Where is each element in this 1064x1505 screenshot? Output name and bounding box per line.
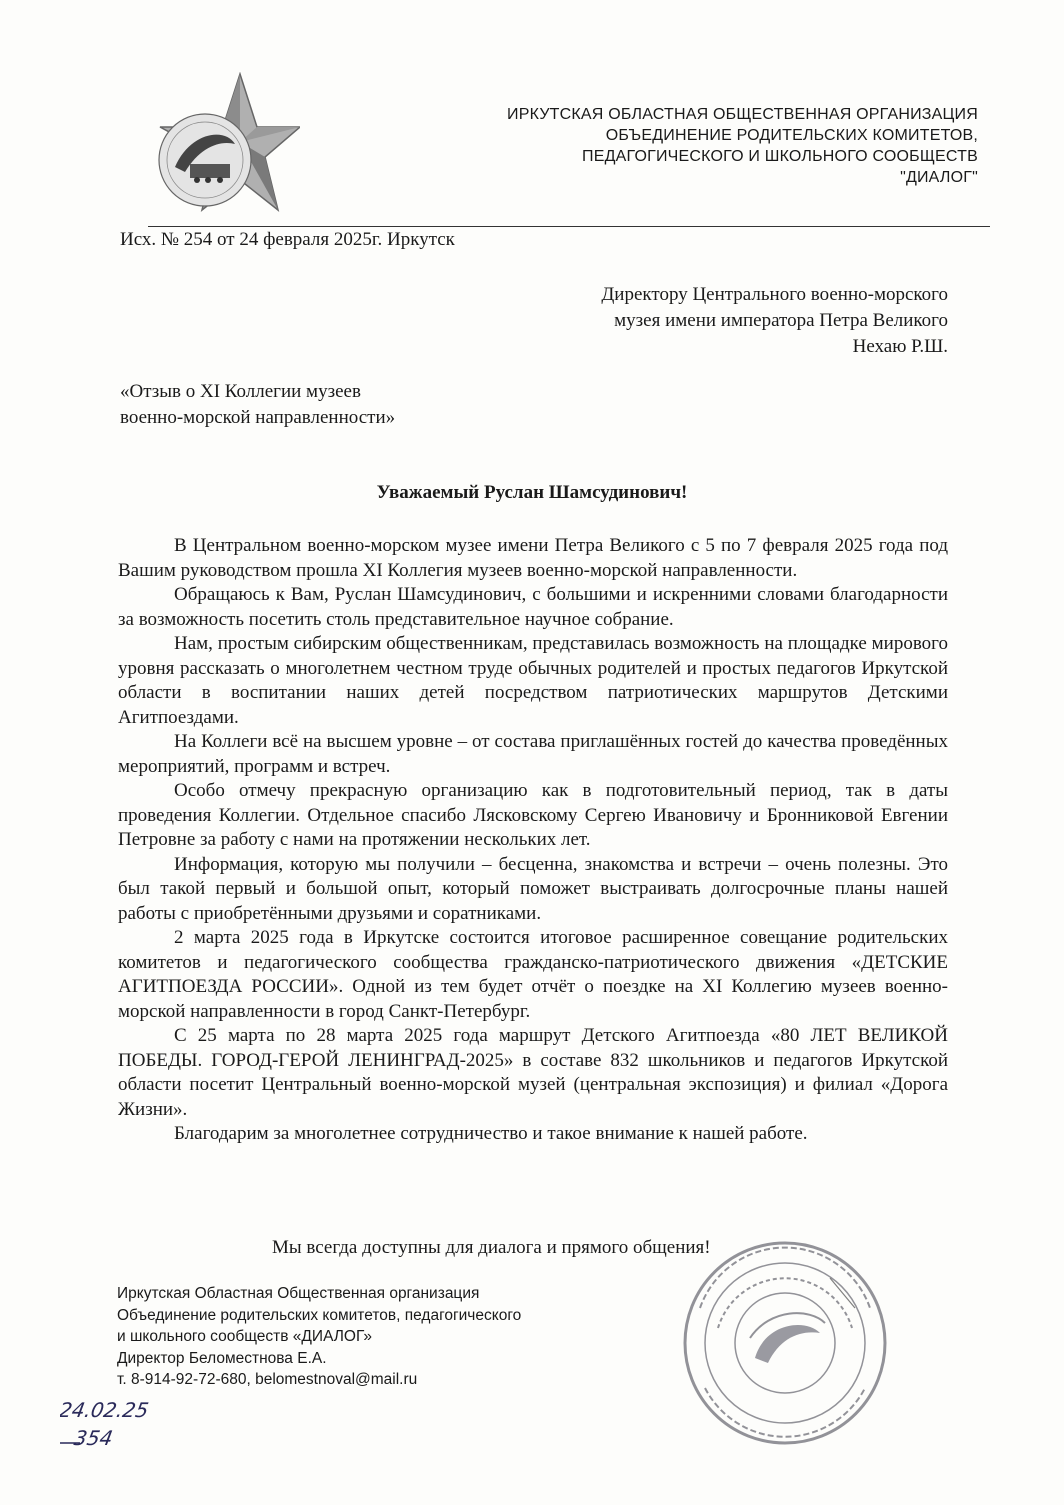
org-line: ПЕДАГОГИЧЕСКОГО И ШКОЛЬНОГО СООБЩЕСТВ (582, 148, 978, 165)
signature-line: Иркутская Областная Общественная организация (117, 1285, 480, 1302)
closing-line: Мы всегда доступны для диалога и прямого общения! (272, 1237, 711, 1258)
official-stamp (680, 1238, 890, 1448)
letter-subject (120, 379, 395, 431)
signature-contact: т. 8-914-92-72-680, belomestnoval@mail.ru (117, 1371, 418, 1388)
body-paragraph: 2 марта 2025 года в Иркутске состоится итоговое расширенное совещание родительских комитетов и педагогического сообщества гражданско-патриотического движения «ДЕТСКИЕ АГИТПОЕЗДА РОССИИ». Одной из тем будет отчёт о поездке на XI Коллегию музеев военно-морской направленности в город Санкт-Петербург. (118, 927, 948, 1022)
signature-block (117, 1283, 521, 1391)
handwritten-date: 24.02.25 (60, 1398, 151, 1422)
handwritten-number: 354 (72, 1426, 115, 1450)
signature-line: Директор Беломестнова Е.А. (117, 1349, 327, 1367)
body-paragraph: В Центральном военно-морском музее имени Петра Великого с 5 по 7 февраля 2025 года под Вашим руководством прошла XI Коллегия музеев военно-морской направленности. (118, 535, 948, 581)
addressee-line: Нехаю Р.Ш. (852, 336, 948, 357)
letter-body (118, 534, 948, 1147)
subject-line: военно-морской направленности» (120, 407, 396, 428)
outgoing-number: Исх. № 254 от 24 февраля 2025г. Иркутск (120, 229, 455, 250)
addressee-line: Директору Центрального военно-морского (601, 284, 948, 305)
signature-line: Объединение родительских комитетов, педагогического (117, 1306, 522, 1324)
body-paragraph: На Коллеги всё на высшем уровне – от состава приглашённых гостей до качества проведённых мероприятий, программ и встреч. (118, 731, 948, 777)
handwritten-registration (60, 1395, 210, 1465)
body-paragraph: Особо отмечу прекрасную организацию как в подготовительный период, так в даты проведения Коллегии. Отдельное спасибо Лясковскому Сергею Ивановичу и Бронниковой Евгении Петровне за работу с нами на протяжении нескольких лет. (118, 780, 948, 850)
header-divider (148, 226, 990, 227)
body-paragraph: Обращаюсь к Вам, Руслан Шамсудинович, с большими и искренними словами благодарности за возможность посетить столь представительное научное собрание. (118, 584, 948, 630)
org-line: ОБЪЕДИНЕНИЕ РОДИТЕЛЬСКИХ КОМИТЕТОВ, (605, 127, 978, 144)
addressee (601, 282, 948, 360)
org-line: ИРКУТСКАЯ ОБЛАСТНАЯ ОБЩЕСТВЕННАЯ ОРГАНИЗАЦИЯ (507, 106, 978, 123)
body-paragraph: Информация, которую мы получили – бесценна, знакомства и встречи – очень полезны. Это был такой первый и большой опыт, который поможет выстраивать долгосрочные планы нашей работы с приобретёнными друзьями и соратниками. (118, 853, 948, 924)
body-paragraph: С 25 марта по 28 марта 2025 года маршрут Детского Агитпоезда «80 ЛЕТ ВЕЛИКОЙ ПОБЕДЫ. ГОРОД-ГЕРОЙ ЛЕНИНГРАД-2025» в составе 832 школьников и педагогов Иркутской области посетит Центральный военно-морской музей (центральная экспозиция) и филиал «Дорога Жизни». (118, 1025, 948, 1120)
body-paragraph: Нам, простым сибирским общественникам, представилась возможность на площадке мирового уровня рассказать о многолетнем честном труде обычных родителей и простых педагогов Иркутской области в воспитании наших детей посредством патриотических маршрутов Детскими Агитпоездами. (118, 633, 948, 728)
body-paragraph: Благодарим за многолетнее сотрудничество и такое внимание к нашей работе. (174, 1123, 808, 1144)
addressee-line: музея имени императора Петра Великого (614, 310, 948, 331)
greeting: Уважаемый Руслан Шамсудинович! (376, 482, 688, 503)
organization-logo (150, 72, 300, 212)
org-line: "ДИАЛОГ" (900, 169, 978, 186)
signature-line: и школьного сообществ «ДИАЛОГ» (117, 1328, 372, 1345)
subject-line: «Отзыв о XI Коллегии музеев (120, 381, 361, 402)
organization-header (458, 104, 978, 188)
